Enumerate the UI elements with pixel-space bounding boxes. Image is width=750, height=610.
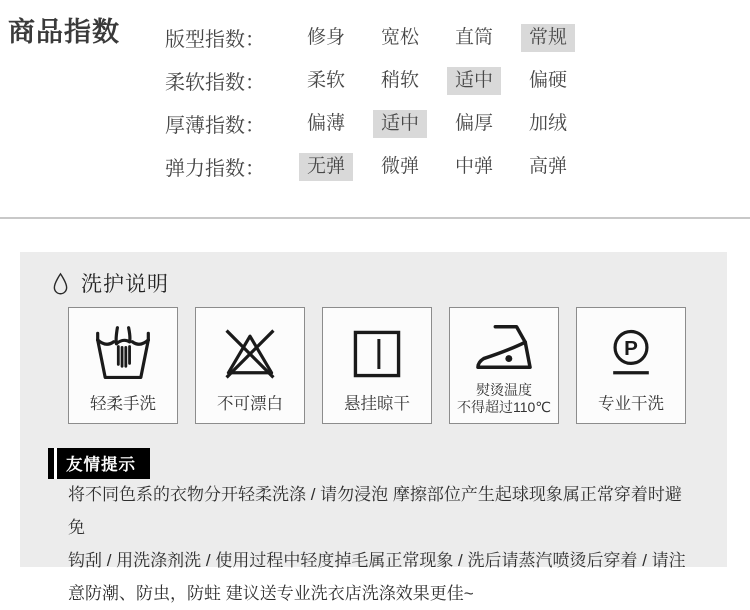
care-symbol-label-line1: 熨烫温度 <box>475 382 532 398</box>
index-row-softness <box>165 59 575 102</box>
product-index-table <box>165 16 575 188</box>
index-option: 偏薄 <box>306 112 345 134</box>
care-symbol-label <box>457 382 551 416</box>
svg-text:P: P <box>624 336 638 360</box>
care-symbol-label: 专业干洗 <box>598 395 664 413</box>
care-instructions-panel <box>20 252 727 603</box>
care-symbols-row <box>68 307 686 424</box>
care-tips-line: 将不同色系的衣物分开轻柔洗涤 / 请勿浸泡 摩擦部位产生起球现象属正常穿着时避免 <box>68 485 682 537</box>
index-option: 加绒 <box>528 112 567 134</box>
care-header-title: 洗护说明 <box>81 273 169 296</box>
care-header <box>50 268 169 298</box>
index-option: 微弹 <box>380 155 419 177</box>
water-drop-icon <box>50 270 71 297</box>
index-row-label: 柔软指数： <box>165 72 265 94</box>
care-symbol-label-line2: 不得超过110℃ <box>456 399 552 415</box>
index-option: 偏厚 <box>454 112 493 134</box>
index-option: 直筒 <box>454 26 493 48</box>
product-index-title: 商品指数 <box>8 17 120 47</box>
index-option: 宽松 <box>380 26 419 48</box>
care-tips-line: 意防潮、防虫，防蛀 建议送专业洗衣店洗涤效果更佳~ <box>68 584 474 603</box>
care-symbol-no-bleach <box>195 307 305 424</box>
index-option: 无弹 <box>299 153 353 181</box>
index-option: 高弹 <box>528 155 567 177</box>
care-symbol-label: 悬挂晾干 <box>344 395 410 413</box>
care-tips-text <box>68 478 698 610</box>
index-option: 常规 <box>521 24 575 52</box>
index-option: 稍软 <box>380 69 419 91</box>
index-row-label: 版型指数： <box>165 29 265 51</box>
index-option: 适中 <box>447 67 501 95</box>
index-row-label: 厚薄指数： <box>165 115 265 137</box>
care-symbol-dry-clean <box>576 307 686 424</box>
index-option: 适中 <box>373 110 427 138</box>
index-row-thickness <box>165 102 575 145</box>
section-divider <box>0 217 750 219</box>
index-option: 中弹 <box>454 155 493 177</box>
care-symbol-hand-wash <box>68 307 178 424</box>
dry-clean-icon <box>601 308 661 395</box>
index-option: 偏硬 <box>528 69 567 91</box>
hand-wash-icon <box>93 308 153 395</box>
care-symbol-hang-dry <box>322 307 432 424</box>
care-symbol-label: 轻柔手洗 <box>90 395 156 413</box>
index-row-fit <box>165 16 575 59</box>
friendly-tips-badge: 友情提示 <box>48 448 150 479</box>
index-option: 柔软 <box>306 69 345 91</box>
index-row-elasticity <box>165 145 575 188</box>
hang-dry-icon <box>347 308 407 395</box>
no-bleach-icon <box>220 308 280 395</box>
index-option: 修身 <box>306 26 345 48</box>
care-symbol-label: 不可漂白 <box>217 395 283 413</box>
care-tips-line: 钩刮 / 用洗涤剂洗 / 使用过程中轻度掉毛属正常现象 / 洗后请蒸汽喷烫后穿着 / 请注 <box>68 551 686 570</box>
care-symbol-iron <box>449 307 559 424</box>
index-row-label: 弹力指数： <box>165 158 265 180</box>
iron-icon <box>473 308 535 382</box>
